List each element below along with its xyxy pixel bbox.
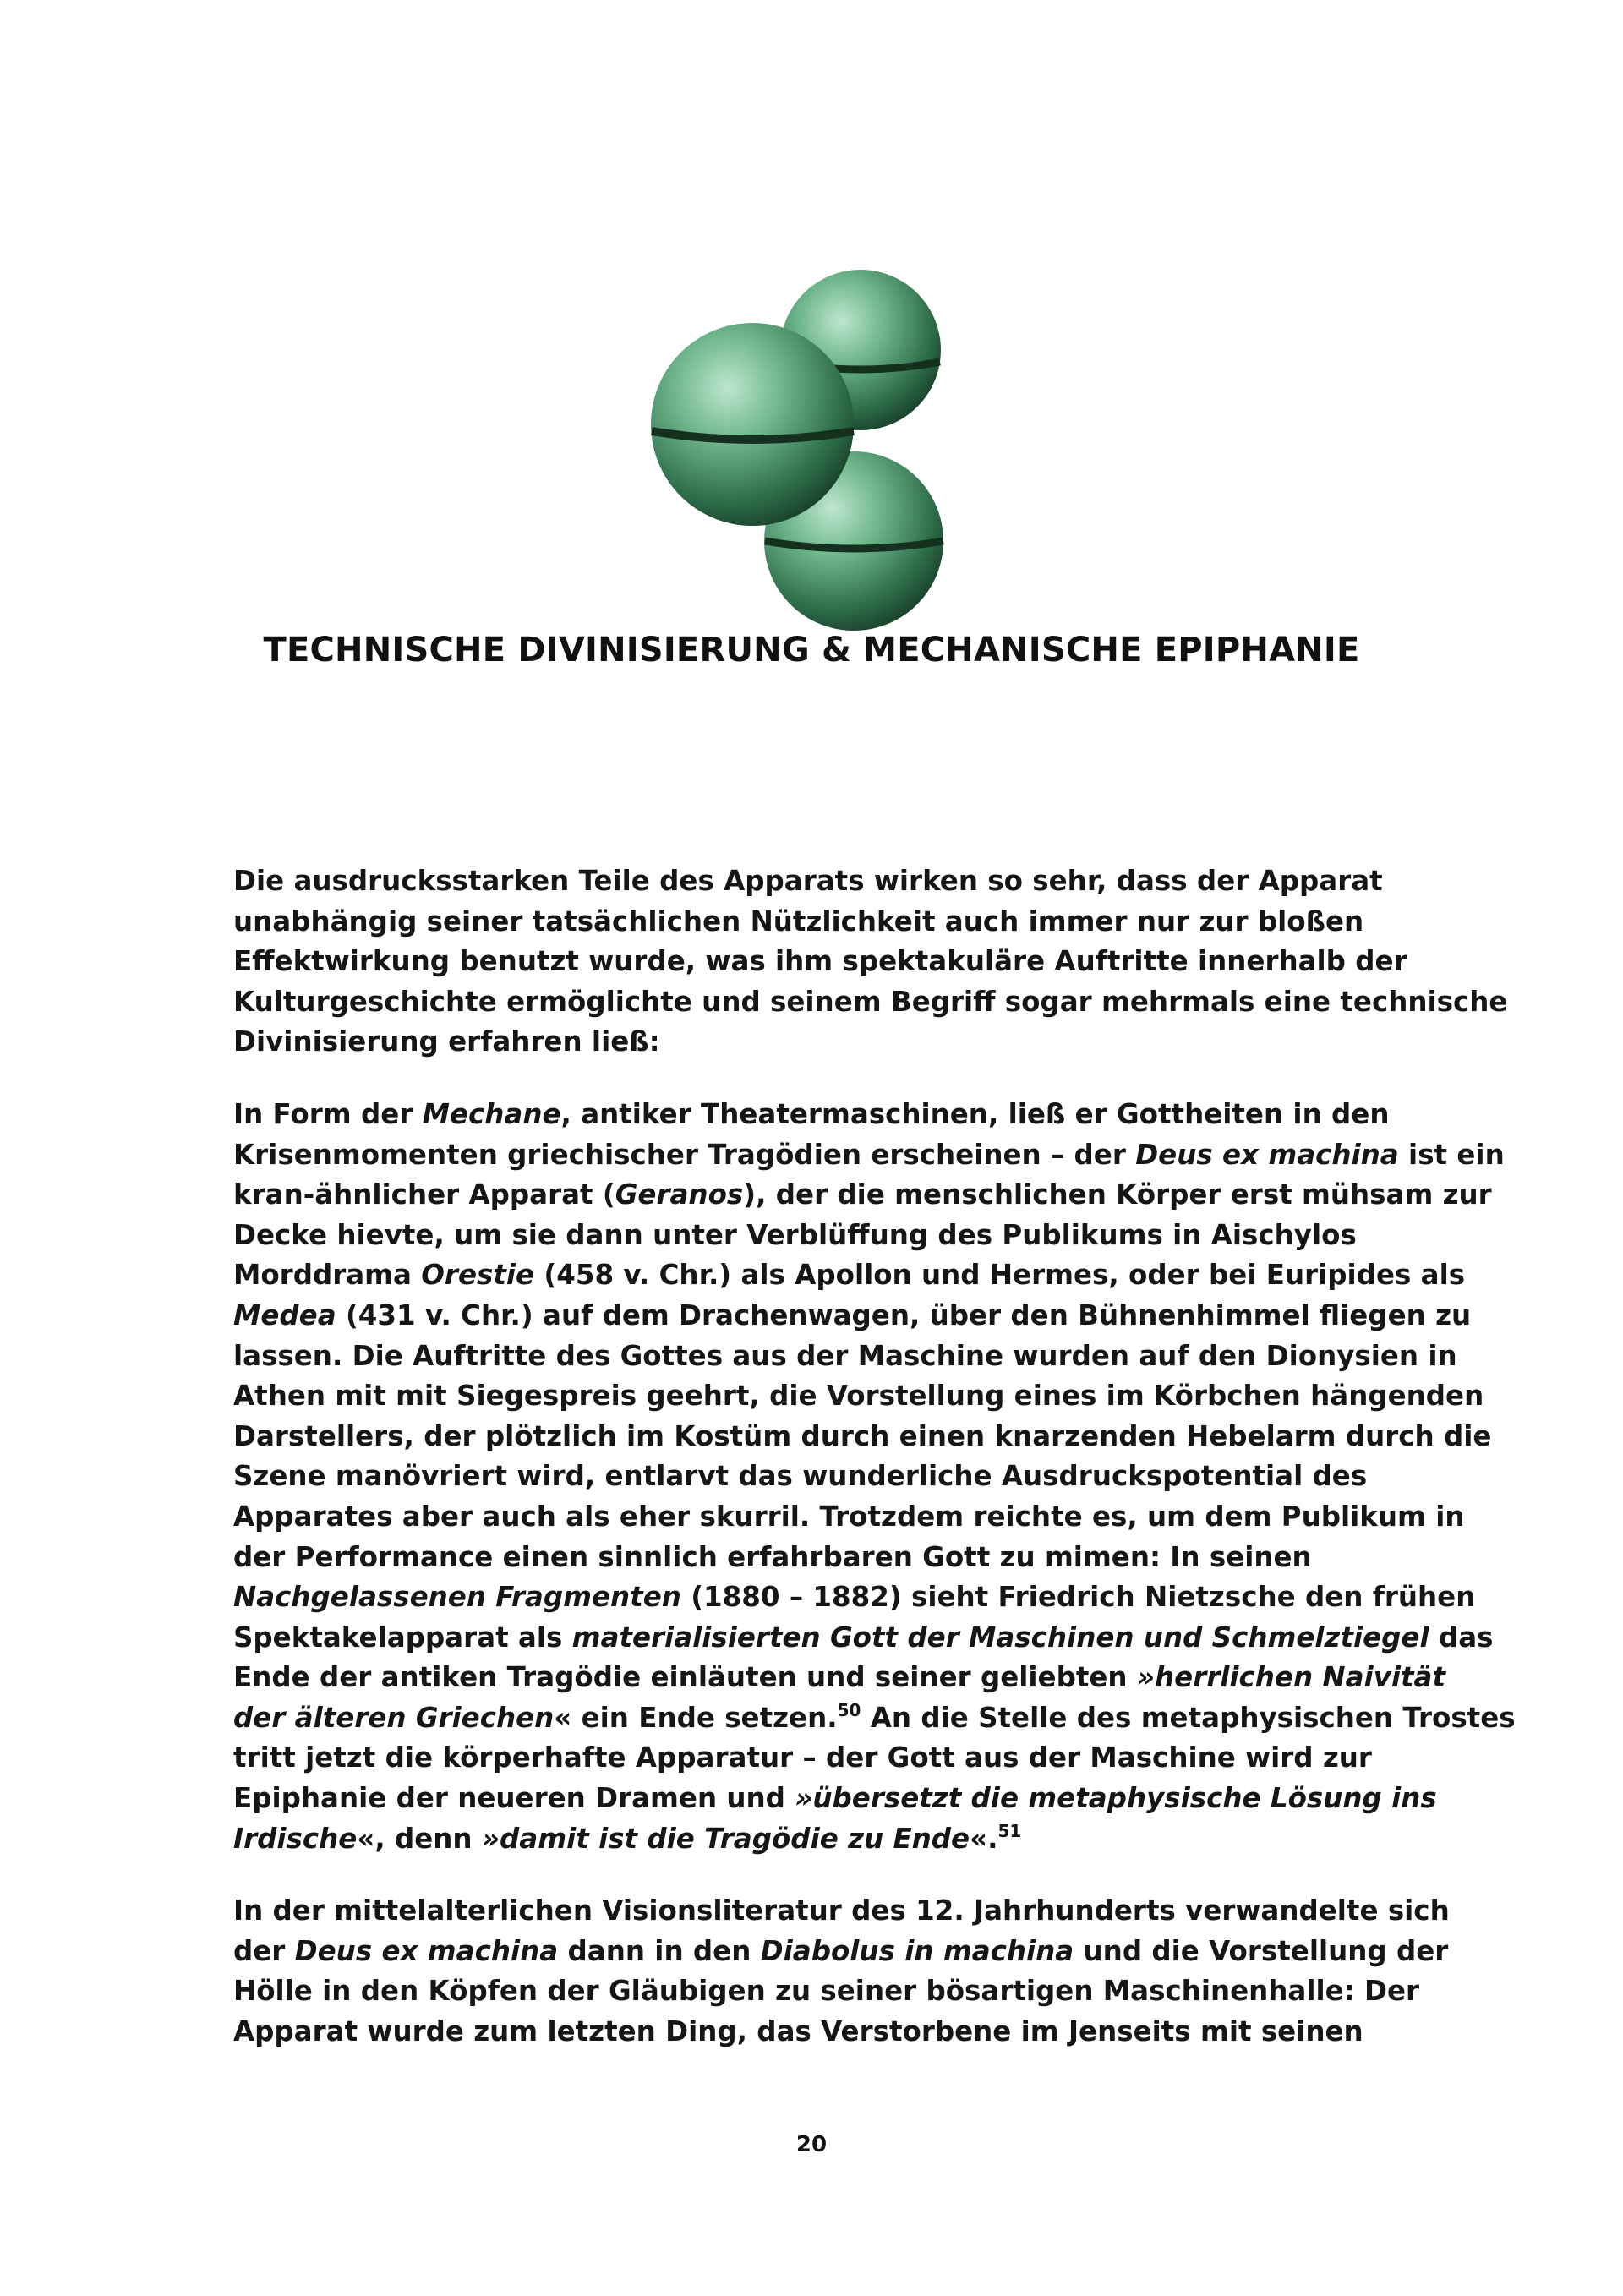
footnote-ref-50: 50 xyxy=(837,1699,861,1720)
text-line: Szene manövriert wird, entlarvt das wunderliche Ausdruckspotential des xyxy=(233,1460,1368,1493)
body-text xyxy=(233,861,1516,2085)
text-line: der Performance einen sinnlich erfahrbaren Gott zu mimen: In seinen xyxy=(233,1540,1312,1573)
text-line: Ende der antiken Tragödie einläuten und seiner geliebten »herrlichen Naivität xyxy=(233,1661,1446,1694)
text-line: Spektakelapparat als materialisierten Gott der Maschinen und Schmelztiegel das xyxy=(233,1621,1494,1654)
text-line: Nachgelassenen Fragmenten (1880 – 1882) sieht Friedrich Nietzsche den frühen xyxy=(233,1581,1476,1614)
page-number: 20 xyxy=(795,2132,828,2157)
text-line: Divinisierung erfahren ließ: xyxy=(233,1025,660,1058)
text-line: tritt jetzt die körperhafte Apparatur – der Gott aus der Maschine wird zur xyxy=(233,1741,1372,1774)
text-line: Die ausdrucksstarken Teile des Apparats wirken so sehr, dass der Apparat xyxy=(233,865,1383,897)
text-line: Epiphanie der neueren Dramen und »übersetzt die metaphysische Lösung ins xyxy=(233,1782,1437,1815)
green-spheres-illustration xyxy=(646,269,982,632)
text-line: In Form der Mechane, antiker Theatermaschinen, ließ er Gottheiten in den xyxy=(233,1097,1390,1130)
text-line: Medea (431 v. Chr.) auf dem Drachenwagen, über den Bühnenhimmel fliegen zu xyxy=(233,1298,1472,1331)
sphere-left xyxy=(651,323,854,526)
text-line: Apparates aber auch als eher skurril. Trotzdem reichte es, um dem Publikum in xyxy=(233,1500,1465,1533)
footnote-ref-51: 51 xyxy=(997,1820,1022,1841)
paragraph-2 xyxy=(233,1095,1516,1859)
text-line: der Deus ex machina dann in den Diabolus in machina und die Vorstellung der xyxy=(233,1934,1449,1967)
text-line: Hölle in den Köpfen der Gläubigen zu seiner bösartigen Maschinenhalle: Der xyxy=(233,1975,1420,2008)
paragraph-3 xyxy=(233,1891,1450,2052)
text-line: Athen mit mit Siegespreis geehrt, die Vorstellung eines im Körbchen hängenden xyxy=(233,1380,1484,1413)
text-line: Darstellers, der plötzlich im Kostüm durch einen knarzenden Hebelarm durch die xyxy=(233,1419,1492,1452)
text-line: Kulturgeschichte ermöglichte und seinem Begriff sogar mehrmals eine technische xyxy=(233,985,1508,1018)
text-line: Effektwirkung benutzt wurde, was ihm spektakuläre Auftritte innerhalb der xyxy=(233,945,1407,978)
text-line: In der mittelalterlichen Visionsliteratur des 12. Jahrhunderts verwandelte sich xyxy=(233,1894,1450,1927)
text-line: der älteren Griechen« ein Ende setzen.$^{50}$ An die Stelle des metaphysischen Trostes xyxy=(233,1699,1516,1734)
page-title: TECHNISCHE DIVINISIERUNG & MECHANISCHE EPIPHANIE xyxy=(263,631,1360,670)
text-line: Krisenmomenten griechischer Tragödien erscheinen – der Deus ex machina ist ein xyxy=(233,1138,1505,1171)
text-line: unabhängig seiner tatsächlichen Nützlichkeit auch immer nur zur bloßen xyxy=(233,905,1364,938)
text-line: kran-ähnlicher Apparat (Geranos), der die menschlichen Körper erst mühsam zur xyxy=(233,1178,1492,1211)
text-line: lassen. Die Auftritte des Gottes aus der Maschine wurden auf den Dionysien in xyxy=(233,1339,1457,1372)
paragraph-1 xyxy=(233,861,1508,1063)
text-line: Decke hievte, um sie dann unter Verblüffung des Publikums in Aischylos xyxy=(233,1218,1357,1251)
text-line: Morddrama Orestie (458 v. Chr.) als Apollon und Hermes, oder bei Euripides als xyxy=(233,1259,1466,1292)
text-line: Irdische«, denn »damit ist die Tragödie zu Ende«.$^{51}$ xyxy=(233,1820,1022,1855)
text-line: Apparat wurde zum letzten Ding, das Verstorbene im Jenseits mit seinen xyxy=(233,2015,1363,2048)
